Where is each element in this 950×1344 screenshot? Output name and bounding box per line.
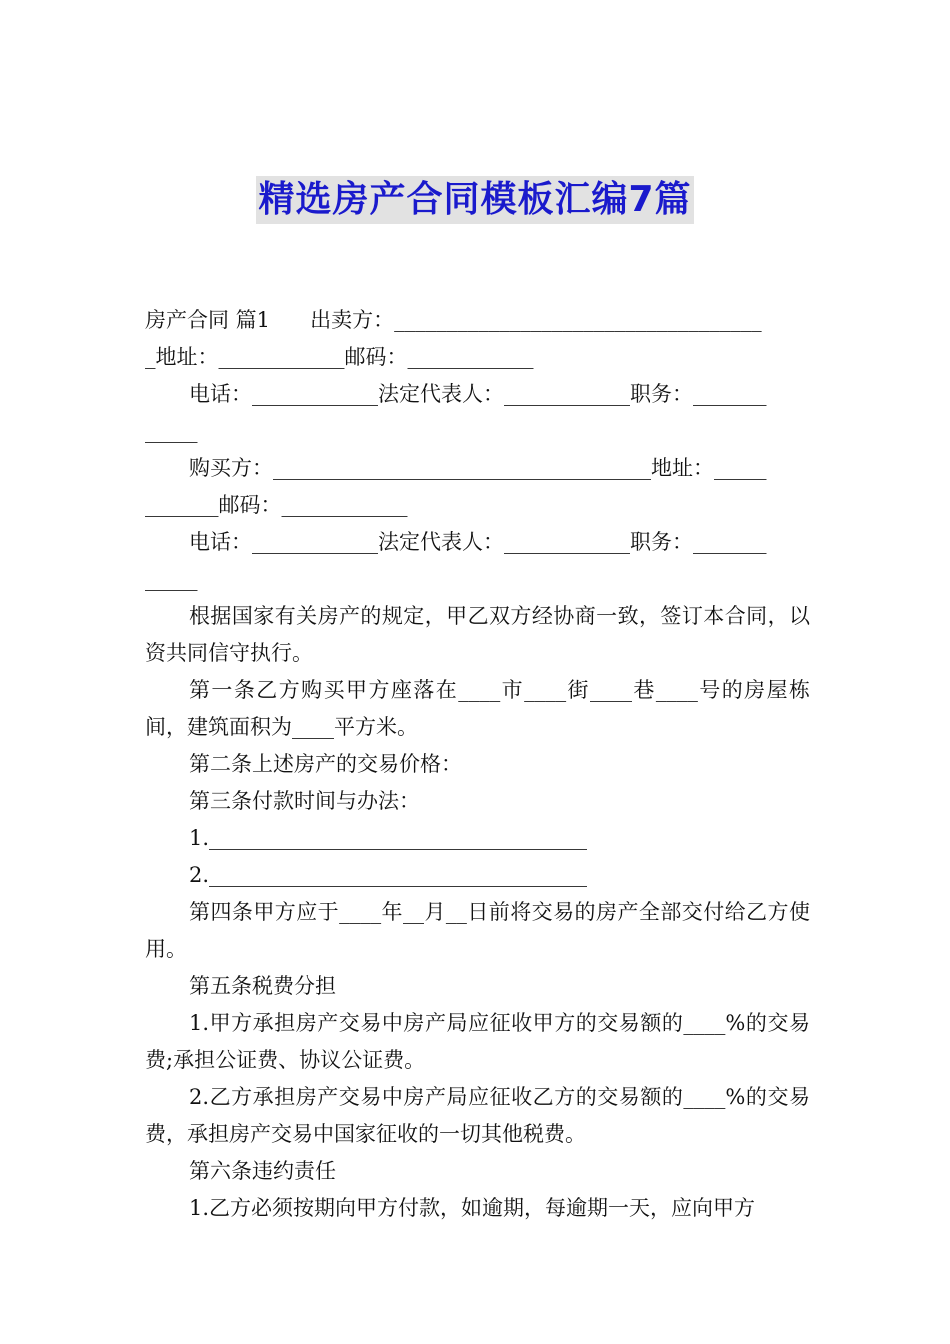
seller-address-line: _地址：____________邮码：____________ [145,345,534,369]
seller-line: 房产合同 篇1 出卖方：___________________________________ [145,308,762,332]
article-3-item-1: 1.____________________________________ [189,826,588,850]
article-2: 第二条上述房产的交易价格： [189,752,462,776]
buyer-phone-line: 电话：____________法定代表人：____________职务：_______ [189,530,767,554]
buyer-phone-line-cont: _____ [145,567,198,591]
article-6-item-1: 1.乙方必须按期向甲方付款，如逾期，每逾期一天，应向甲方 [189,1196,756,1220]
article-4: 第四条甲方应于____年__月__日前将交易的房产全部交付给乙方使用。 [145,900,810,961]
contract-body [145,302,810,1227]
preamble-paragraph: 根据国家有关房产的规定，甲乙双方经协商一致，签订本合同，以资共同信守执行。 [145,604,810,665]
article-5: 第五条税费分担 [189,974,336,998]
article-1: 第一条乙方购买甲方座落在____市____街____巷____号的房屋栋间，建筑面积为____平方米。 [145,678,810,739]
buyer-postcode-line: _______邮码：____________ [145,493,408,517]
article-3-item-2: 2.____________________________________ [189,863,588,887]
article-6: 第六条违约责任 [189,1159,336,1183]
article-5-item-2: 2.乙方承担房产交易中房产局应征收乙方的交易额的____%的交易费，承担房产交易中国家征收的一切其他税费。 [145,1085,810,1146]
article-5-item-1: 1.甲方承担房产交易中房产局应征收甲方的交易额的____%的交易费;承担公证费、协议公证费。 [145,1011,810,1072]
document-title: 精选房产合同模板汇编7篇 [256,176,693,224]
article-3: 第三条付款时间与办法： [189,789,420,813]
seller-phone-line: 电话：____________法定代表人：____________职务：_______ [189,382,767,406]
seller-phone-line-cont: _____ [145,419,198,443]
buyer-line: 购买方：____________________________________地址：_____ [189,456,767,480]
title-container [0,176,950,224]
